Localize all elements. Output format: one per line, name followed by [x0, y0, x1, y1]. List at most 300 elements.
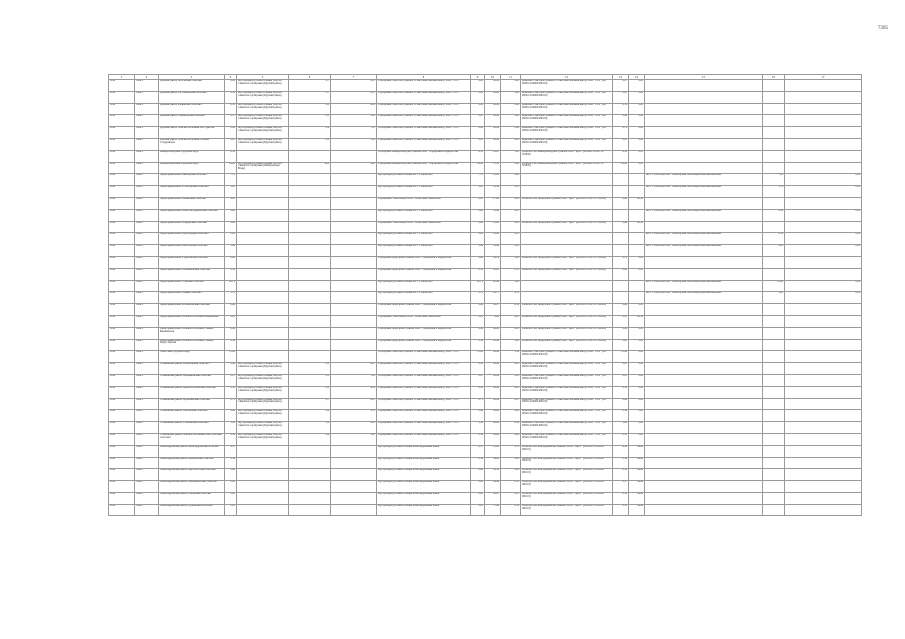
table-cell: 0,22	[471, 91, 485, 103]
table-cell: Зона 2	[135, 127, 159, 139]
table-cell: 0,68	[225, 209, 237, 221]
table-cell: 28,80	[613, 162, 629, 174]
table-cell: 0,36	[613, 469, 629, 481]
table-cell: 0,62	[613, 268, 629, 280]
column-header: 14	[629, 75, 645, 80]
table-cell: 0,24	[501, 469, 521, 481]
column-header: 9	[471, 75, 485, 80]
table-cell: Курский район, Ростовановский сельсовет	[159, 91, 225, 103]
table-cell: Полигон ТБО Минераловодского района, ООО "Арго" (26-00015-З-00751-310820)	[521, 150, 613, 162]
table-cell: 60,5	[331, 363, 377, 375]
table-cell: 1,70	[471, 292, 485, 304]
table-cell: 2020	[109, 138, 135, 150]
table-cell: 0,64	[613, 304, 629, 316]
table-cell: Зона 2	[135, 433, 159, 445]
table-row	[109, 91, 862, 103]
table-cell	[237, 186, 289, 198]
table-cell	[331, 504, 377, 516]
table-cell: 0,40	[225, 410, 237, 422]
table-cell: 0,35	[225, 103, 237, 115]
table-cell: 2020	[109, 410, 135, 422]
table-cell: Сортировка Советского района, г.Советский опытный центр, ООО "СТО"	[377, 103, 471, 115]
table-cell: Мусороперегрузочная станция ТКО без элементов сортировки (Курский район)	[237, 115, 289, 127]
table-cell	[237, 292, 289, 304]
table-cell	[785, 80, 862, 92]
table-cell: Комплекс Советского района, г.Советский опытный центр, ООО "СТО" (26-00026-З-00606-080116)	[521, 138, 613, 150]
table-cell: 82,24	[485, 363, 501, 375]
table-cell	[645, 492, 763, 504]
table-cell: Предгорный район, сельское поселение Марьинский	[159, 315, 225, 327]
table-cell: 30,27	[485, 304, 501, 316]
table-cell: МСТ г. Пятигорск АО "Пятигорский теплоэнергетический комплекс"	[645, 233, 763, 245]
table-cell: 1,04	[471, 245, 485, 257]
table-cell	[645, 481, 763, 493]
table-cell: 2020	[109, 339, 135, 351]
table-row	[109, 339, 862, 351]
table-cell	[645, 115, 763, 127]
table-cell	[629, 233, 645, 245]
column-header: 12	[521, 75, 613, 80]
table-cell: Степновский район, Варениковский сельсовет	[159, 374, 225, 386]
table-cell: 41,77	[485, 292, 501, 304]
table-cell	[289, 150, 331, 162]
table-cell: 2020	[109, 292, 135, 304]
table-cell: 82,24	[485, 398, 501, 410]
column-header: 16	[763, 75, 785, 80]
table-cell: Предгорный район, Новоблагодарненский сельсовет	[159, 209, 225, 221]
table-cell: Зона 2	[135, 162, 159, 174]
table-cell: 82,24	[485, 127, 501, 139]
table-row	[109, 315, 862, 327]
table-cell: 25,29	[485, 174, 501, 186]
table-cell: 0,00	[785, 186, 862, 198]
table-cell	[785, 445, 862, 457]
table-cell	[645, 339, 763, 351]
table-cell: 0,07	[613, 80, 629, 92]
table-cell: Предгорный район, Суворовский сельсовет	[159, 256, 225, 268]
table-cell	[785, 351, 862, 363]
table-cell: 0,27	[225, 374, 237, 386]
table-cell: 0,32	[763, 233, 785, 245]
table-cell: 0,40	[471, 327, 485, 339]
table-cell: 1,30	[501, 351, 521, 363]
table-cell: 0,4	[289, 433, 331, 445]
table-cell: Сортировка Советского района, г.Советский опытный центр, ООО "СТО"	[377, 410, 471, 422]
table-cell	[785, 339, 862, 351]
table-cell: 2020	[109, 221, 135, 233]
table-cell	[289, 481, 331, 493]
table-cell	[289, 339, 331, 351]
table-cell: Мусороперегрузочная станция ТКО без элементов сортировки (Курский район)	[237, 433, 289, 445]
table-cell	[763, 256, 785, 268]
table-cell: Александровский район, Александровский сельсовет	[159, 445, 225, 457]
table-cell: Зона 2	[135, 351, 159, 363]
table-cell: 2020	[109, 327, 135, 339]
table-cell	[763, 91, 785, 103]
table-cell: 2020	[109, 280, 135, 292]
table-cell	[785, 103, 862, 115]
table-cell: 0,22	[629, 268, 645, 280]
column-header: 6	[289, 75, 331, 80]
table-cell: 1,30	[225, 422, 237, 434]
table-cell	[521, 233, 613, 245]
table-cell	[785, 433, 862, 445]
table-cell: 12,42	[613, 351, 629, 363]
table-cell: Сортировка Предгорного района ООО "Сортировка и переработка"	[377, 256, 471, 268]
table-cell: 0,23	[471, 138, 485, 150]
table-cell: 2020	[109, 256, 135, 268]
table-cell: Зона 2	[135, 268, 159, 280]
table-cell: Степновский район, Богдановский сельсовет	[159, 363, 225, 375]
table-cell: 0,26	[613, 327, 629, 339]
table-cell: Степновский район, Степновский сельсовет	[159, 422, 225, 434]
table-cell: 0,15	[613, 315, 629, 327]
table-cell	[237, 256, 289, 268]
table-cell: 17,60	[485, 197, 501, 209]
table-cell: Степновский район, Верхнестепновский сельсовет	[159, 386, 225, 398]
table-cell: Мусороперегрузочная станция ТКО без элементов сортировки (Курский район)	[237, 103, 289, 115]
waste-flow-table	[108, 74, 862, 516]
column-header: 4	[225, 75, 237, 80]
table-cell	[763, 127, 785, 139]
table-cell: 0,38	[763, 209, 785, 221]
table-cell: Комплекс Советского района, г.Советский опытный центр, ООО "СТО" (26-00026-З-00606-080116)	[521, 351, 613, 363]
table-cell: Предгорный район, Тельмановский сельсовет	[159, 268, 225, 280]
table-cell: 0,42	[225, 363, 237, 375]
table-cell: 4,16	[613, 445, 629, 457]
table-cell: 2020	[109, 233, 135, 245]
table-cell: МСТ г. Пятигорск АО "Пятигорский теплоэнергетический комплекс"	[645, 245, 763, 257]
table-cell	[237, 481, 289, 493]
table-cell	[645, 91, 763, 103]
table-cell: 0,00	[785, 233, 862, 245]
table-cell	[289, 304, 331, 316]
table-cell	[289, 233, 331, 245]
table-cell: Александровский район, Круглолесский сельсовет	[159, 469, 225, 481]
table-cell	[763, 481, 785, 493]
table-cell: Мусороперегрузочная станция Александровский район	[377, 469, 471, 481]
table-cell	[645, 445, 763, 457]
table-cell	[763, 351, 785, 363]
table-cell	[237, 304, 289, 316]
table-cell: 0,8	[289, 103, 331, 115]
table-cell: 0,63	[471, 492, 485, 504]
table-cell: 0,21	[613, 138, 629, 150]
table-cell: Мусороперегрузочная станция МСТ г. Пятигорск	[377, 174, 471, 186]
table-cell: 2020	[109, 150, 135, 162]
table-cell	[763, 162, 785, 174]
table-cell	[785, 127, 862, 139]
table-cell: 45,4	[331, 386, 377, 398]
table-cell: Александровский район, Новокавказский сельсовет	[159, 481, 225, 493]
table-cell: 0,63	[225, 492, 237, 504]
table-cell: 2020	[109, 186, 135, 198]
table-cell	[331, 197, 377, 209]
table-cell: Полигон ТБО Благодарненского района, ООО "Экрос" (26-00025-З-00006-090118)	[521, 469, 613, 481]
table-row	[109, 150, 862, 162]
table-cell: 2020	[109, 386, 135, 398]
table-cell: 2020	[109, 304, 135, 316]
table-cell: Сортировка Советского района, г.Советский опытный центр, ООО "СТО"	[377, 80, 471, 92]
table-row	[109, 127, 862, 139]
table-cell: 0,02	[501, 374, 521, 386]
table-cell: Мусороперегрузочная станция МСТ г. Пятигорск	[377, 233, 471, 245]
table-cell: 26,0	[331, 162, 377, 174]
table-row	[109, 504, 862, 516]
table-cell: Курский район, Серноводский сельсовет	[159, 115, 225, 127]
table-cell: Зона 3	[135, 457, 159, 469]
table-cell: 0,10	[501, 504, 521, 516]
column-header: 17	[785, 75, 862, 80]
table-row	[109, 256, 862, 268]
table-cell	[629, 292, 645, 304]
table-cell: 20,46	[485, 339, 501, 351]
table-cell	[613, 233, 629, 245]
table-row	[109, 209, 862, 221]
table-cell	[785, 162, 862, 174]
table-cell	[331, 186, 377, 198]
table-cell: Зона 3	[135, 504, 159, 516]
table-cell: 0,38	[225, 433, 237, 445]
table-cell: 0,23	[225, 138, 237, 150]
table-cell: Зона 2	[135, 91, 159, 103]
table-cell: Зона 2	[135, 233, 159, 245]
table-cell	[237, 504, 289, 516]
table-cell: Предгорный район, Ессентукский сельсовет	[159, 186, 225, 198]
table-cell: Сортировка Советского района, г.Советский опытный центр, ООО "СТО"	[377, 433, 471, 445]
table-cell: Минераловодский городской округ	[159, 162, 225, 174]
table-cell: 6,37	[471, 445, 485, 457]
table-cell: 0,00	[629, 410, 645, 422]
table-row	[109, 386, 862, 398]
column-header: 3	[159, 75, 225, 80]
table-cell	[237, 197, 289, 209]
table-cell	[289, 469, 331, 481]
table-cell: Зона 2	[135, 197, 159, 209]
table-cell: 6,08	[471, 256, 485, 268]
table-cell: 0,00	[629, 433, 645, 445]
table-cell: 0,35	[613, 433, 629, 445]
table-cell	[645, 197, 763, 209]
table-cell: 0,4	[289, 410, 331, 422]
table-cell	[763, 433, 785, 445]
table-cell: Сортировка Предгорного района ООО "Сортировка и переработка"	[377, 339, 471, 351]
table-cell	[645, 327, 763, 339]
table-cell: 0,3	[289, 363, 331, 375]
table-cell: 1,4	[289, 422, 331, 434]
table-cell	[763, 304, 785, 316]
table-row	[109, 162, 862, 174]
table-cell: 0,56	[225, 457, 237, 469]
table-cell: 20,61	[485, 268, 501, 280]
table-cell: 0,67	[471, 115, 485, 127]
table-cell: 0,00	[629, 91, 645, 103]
table-cell	[237, 351, 289, 363]
table-cell	[785, 363, 862, 375]
table-cell: Степновский район, сельское поселение Озек Суатский сельсовет	[159, 433, 225, 445]
table-row	[109, 115, 862, 127]
table-cell: 2020	[109, 469, 135, 481]
table-cell	[763, 457, 785, 469]
table-row	[109, 174, 862, 186]
table-cell: Комплекс Советского района, г.Советский опытный центр, ООО "СТО" (26-00026-З-00606-080116)	[521, 386, 613, 398]
table-cell: 0,10	[501, 304, 521, 316]
table-cell: 25,28	[485, 445, 501, 457]
table-row	[109, 245, 862, 257]
table-cell	[785, 315, 862, 327]
table-cell: 47,0	[331, 410, 377, 422]
table-cell: 6,30	[613, 150, 629, 162]
table-cell: Сортировка Минераловодского района ООО "Сортировка и переработка"	[377, 162, 471, 174]
table-cell	[629, 186, 645, 198]
table-cell: 1,22	[501, 150, 521, 162]
table-cell	[785, 386, 862, 398]
table-cell: 2,11	[501, 186, 521, 198]
table-cell	[645, 374, 763, 386]
table-cell	[237, 469, 289, 481]
table-row	[109, 233, 862, 245]
table-row	[109, 398, 862, 410]
table-cell: 0,25	[613, 91, 629, 103]
table-cell	[289, 174, 331, 186]
table-cell: Зона 2	[135, 398, 159, 410]
table-cell	[237, 150, 289, 162]
table-cell: Предгорный район, Подкумский сельсовет	[159, 221, 225, 233]
table-cell: Степновский район, Ольгинский сельсовет	[159, 410, 225, 422]
table-cell: 42,40	[485, 351, 501, 363]
table-cell	[763, 374, 785, 386]
table-cell: 0,11	[501, 268, 521, 280]
table-cell: 0,00	[629, 363, 645, 375]
table-cell: Курский район, сельское поселение Ага Эдиссии	[159, 127, 225, 139]
table-cell: 82,24	[485, 422, 501, 434]
table-cell: Предгорный район, Пятигорский сельсовет	[159, 245, 225, 257]
table-cell: 0,01	[501, 233, 521, 245]
table-cell: 12,43	[763, 280, 785, 292]
table-cell	[785, 256, 862, 268]
table-cell: 0,14	[501, 422, 521, 434]
table-row	[109, 304, 862, 316]
table-cell: Сортировка Советского района, г.Советский опытный центр, ООО "СТО"	[377, 351, 471, 363]
table-cell	[331, 280, 377, 292]
table-cell: 2020	[109, 422, 135, 434]
table-cell	[785, 268, 862, 280]
table-cell: Зона 2	[135, 315, 159, 327]
table-cell: 0,36	[613, 410, 629, 422]
table-row	[109, 492, 862, 504]
table-cell: 82,24	[485, 433, 501, 445]
table-cell: 0,38	[471, 433, 485, 445]
table-cell: 0,5	[289, 115, 331, 127]
column-header: 10	[485, 75, 501, 80]
table-cell: 0,06	[501, 174, 521, 186]
table-cell: Зона 2	[135, 292, 159, 304]
table-cell: 0,25	[471, 504, 485, 516]
table-cell: МСТ г. Пятигорск АО "Пятигорский теплоэнергетический комплекс"	[645, 186, 763, 198]
table-cell: Курский район, Полтавский сельсовет	[159, 80, 225, 92]
table-cell: 0,30	[613, 386, 629, 398]
table-cell: 26,52	[629, 197, 645, 209]
table-cell: 13,00	[471, 351, 485, 363]
table-cell	[521, 209, 613, 221]
table-cell: 82,24	[485, 115, 501, 127]
table-cell: 0,7	[289, 80, 331, 92]
table-cell: 60,2	[331, 422, 377, 434]
table-cell: 0,07	[501, 398, 521, 410]
table-cell: Сортировка Советского района, г.Советский опытный центр, ООО "СТО"	[377, 138, 471, 150]
table-cell: 25,00	[485, 221, 501, 233]
table-cell: Мусороперегрузочная станция ТКО без элементов сортировки (Курский район)	[237, 422, 289, 434]
table-cell: 33,30	[485, 186, 501, 198]
table-cell: 0,40	[471, 410, 485, 422]
table-cell: 5,25	[225, 186, 237, 198]
table-cell: 0,62	[763, 245, 785, 257]
table-cell: 0,00	[785, 209, 862, 221]
table-cell: 0,12	[225, 91, 237, 103]
table-cell: 6,08	[225, 256, 237, 268]
table-cell: 71,5	[331, 127, 377, 139]
table-cell: 0,17	[613, 481, 629, 493]
table-cell: Мусороперегрузочная станция Александровский район	[377, 504, 471, 516]
table-cell	[763, 339, 785, 351]
table-cell: 0,56	[471, 457, 485, 469]
table-cell	[237, 233, 289, 245]
table-cell: 82,24	[485, 138, 501, 150]
table-cell: 0,06	[471, 221, 485, 233]
table-row	[109, 481, 862, 493]
table-cell: 0,65	[613, 339, 629, 351]
table-cell: 0,82	[471, 103, 485, 115]
column-header: 5	[237, 75, 289, 80]
table-cell: 84,89	[629, 492, 645, 504]
table-cell: 82,24	[485, 386, 501, 398]
table-cell: Курский район, сельское поселение станица Стодеревская	[159, 138, 225, 150]
table-cell: 49,99	[485, 481, 501, 493]
table-cell	[645, 315, 763, 327]
table-cell: 2020	[109, 197, 135, 209]
table-cell: 82,24	[485, 80, 501, 92]
table-cell: 6,70	[613, 256, 629, 268]
table-cell	[331, 292, 377, 304]
table-cell	[331, 351, 377, 363]
table-cell	[237, 209, 289, 221]
table-cell	[331, 256, 377, 268]
table-cell: Предгорный район, сельское поселение станица Бекешевская	[159, 327, 225, 339]
table-cell	[237, 492, 289, 504]
table-cell	[763, 268, 785, 280]
table-cell: Сортировка Предгорного района ООО "Сортировка и переработка"	[377, 268, 471, 280]
table-cell	[763, 315, 785, 327]
table-cell: Мусороперегрузочная станция Александровский район	[377, 481, 471, 493]
table-cell	[289, 457, 331, 469]
table-row	[109, 103, 862, 115]
table-row	[109, 138, 862, 150]
table-row	[109, 422, 862, 434]
table-cell	[763, 398, 785, 410]
table-cell	[237, 445, 289, 457]
table-cell	[763, 115, 785, 127]
table-cell: Зона 2	[135, 327, 159, 339]
table-cell	[331, 221, 377, 233]
table-cell	[629, 280, 645, 292]
table-cell: 0,74	[613, 103, 629, 115]
table-cell: 0,20	[501, 280, 521, 292]
table-cell	[237, 221, 289, 233]
table-cell: 0,60	[471, 469, 485, 481]
table-row	[109, 292, 862, 304]
table-row	[109, 363, 862, 375]
table-cell: 2020	[109, 457, 135, 469]
